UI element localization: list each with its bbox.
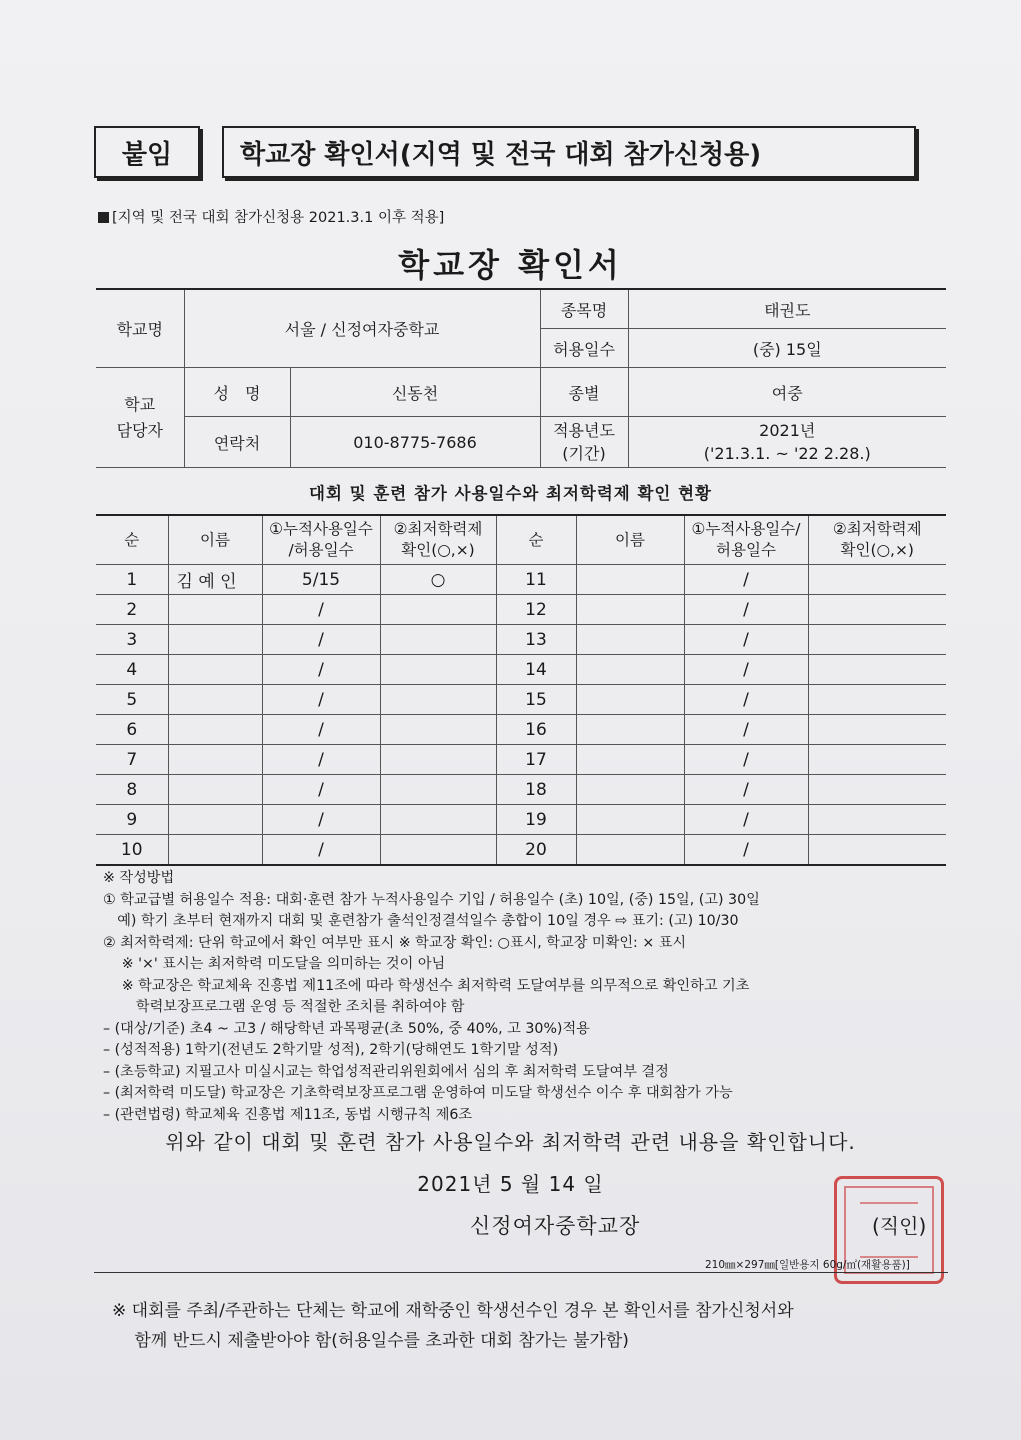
row-number: 5 (96, 685, 168, 715)
row-days: / (262, 625, 380, 655)
table-row (96, 655, 946, 685)
year-value: 2021년 ('21.3.1. ~ '22 2.28.) (628, 417, 946, 468)
row-check-2 (808, 625, 946, 655)
note-line: ※ '×' 표시는 최저학력 미도달을 의미하는 것이 아님 (103, 956, 446, 972)
confirmation-statement: 위와 같이 대회 및 훈련 참가 사용일수와 최저학력 관련 내용을 확인합니다. (165, 1130, 856, 1154)
row-check (380, 835, 496, 866)
category-value: 여중 (628, 368, 946, 417)
row-days: / (262, 655, 380, 685)
row-days: / (262, 805, 380, 835)
row-number-2: 20 (496, 835, 576, 866)
row-name-2 (576, 715, 684, 745)
row-number: 3 (96, 625, 168, 655)
page-title: 학교장 확인서 (398, 246, 623, 284)
row-days: / (262, 745, 380, 775)
col-name: 이름 (168, 515, 262, 565)
school-label: 학교명 (96, 289, 184, 368)
row-check: ○ (380, 565, 496, 595)
row-number: 7 (96, 745, 168, 775)
note-line: ② 최저학력제: 단위 학교에서 확인 여부만 표시 ※ 학교장 확인: ○표시, 학교장 미확인: × 표시 (103, 934, 687, 951)
row-check-2 (808, 805, 946, 835)
col-no-2: 순 (496, 515, 576, 565)
table-row (96, 805, 946, 835)
year-label: 적용년도 (기간) (540, 417, 628, 468)
row-name (168, 835, 262, 866)
row-days-2: / (684, 565, 808, 595)
contact-value: 010-8775-7686 (290, 417, 540, 468)
row-days-2: / (684, 595, 808, 625)
row-days: / (262, 595, 380, 625)
table-row (96, 715, 946, 745)
row-days: / (262, 835, 380, 866)
row-days-2: / (684, 745, 808, 775)
sport-value: 태권도 (628, 289, 946, 329)
row-name: 김 예 인 (168, 565, 262, 595)
row-days: / (262, 715, 380, 745)
row-check (380, 595, 496, 625)
row-check-2 (808, 745, 946, 775)
footer-note (112, 1296, 932, 1356)
table-row (96, 775, 946, 805)
row-name-2 (576, 685, 684, 715)
row-number: 8 (96, 775, 168, 805)
row-days-2: / (684, 835, 808, 866)
row-check-2 (808, 715, 946, 745)
row-number-2: 19 (496, 805, 576, 835)
issue-date: 2021년 5 월 14 일 (417, 1172, 604, 1196)
row-number-2: 14 (496, 655, 576, 685)
row-days: / (262, 685, 380, 715)
note-line: – (최저학력 미도달) 학교장은 기초학력보장프로그램 운영하여 미도달 학생선수 이수 후 대회참가 가능 (103, 1085, 733, 1101)
row-name (168, 805, 262, 835)
row-name-2 (576, 625, 684, 655)
row-name (168, 625, 262, 655)
col-days-2: ①누적사용일수/ 허용일수 (684, 515, 808, 565)
row-name-2 (576, 835, 684, 866)
row-number: 4 (96, 655, 168, 685)
square-bullet-icon (98, 212, 109, 223)
row-check-2 (808, 835, 946, 866)
row-number: 6 (96, 715, 168, 745)
category-label: 종별 (540, 368, 628, 417)
row-number-2: 18 (496, 775, 576, 805)
row-check-2 (808, 685, 946, 715)
section-title: 대회 및 훈련 참가 사용일수와 최저학력제 확인 현황 (309, 484, 712, 503)
row-name (168, 775, 262, 805)
row-check-2 (808, 775, 946, 805)
row-number-2: 13 (496, 625, 576, 655)
note-line: 예) 학기 초부터 현재까지 대회 및 훈련참가 출석인정결석일수 총합이 10일 경우 ⇨ 표기: (고) 10/30 (103, 913, 739, 929)
row-check (380, 745, 496, 775)
applicability-note: [지역 및 전국 대회 참가신청용 2021.3.1 이후 적용] (98, 206, 444, 227)
name-value: 신동천 (290, 368, 540, 417)
table-row (96, 685, 946, 715)
row-days-2: / (684, 655, 808, 685)
col-check-2: ②최저학력제 확인(○,×) (808, 515, 946, 565)
principal-title: 신정여자중학교장 (470, 1214, 641, 1238)
col-days: ①누적사용일수 /허용일수 (262, 515, 380, 565)
row-name (168, 715, 262, 745)
row-number-2: 11 (496, 565, 576, 595)
row-check-2 (808, 595, 946, 625)
note-line: – (관련법령) 학교체육 진흥법 제11조, 동법 시행규칙 제6조 (103, 1106, 473, 1123)
seal-label: (직인) (872, 1214, 927, 1238)
contact-label: 연락처 (184, 417, 290, 468)
row-check-2 (808, 565, 946, 595)
row-name-2 (576, 745, 684, 775)
attachment-tag: 붙임 (94, 126, 200, 178)
row-number: 1 (96, 565, 168, 595)
row-number-2: 15 (496, 685, 576, 715)
row-days-2: / (684, 805, 808, 835)
instructions (103, 868, 953, 1126)
row-check (380, 655, 496, 685)
row-days-2: / (684, 715, 808, 745)
row-number: 2 (96, 595, 168, 625)
row-number-2: 12 (496, 595, 576, 625)
table-row (96, 565, 946, 595)
row-check (380, 625, 496, 655)
col-check: ②최저학력제 확인(○,×) (380, 515, 496, 565)
allowed-days-label: 허용일수 (540, 329, 628, 368)
row-days-2: / (684, 685, 808, 715)
table-row (96, 835, 946, 866)
table-row (96, 625, 946, 655)
sport-label: 종목명 (540, 289, 628, 329)
header (94, 126, 918, 180)
school-info-table (96, 288, 946, 468)
row-name (168, 655, 262, 685)
table-row (96, 595, 946, 625)
row-number-2: 17 (496, 745, 576, 775)
row-name-2 (576, 805, 684, 835)
col-no: 순 (96, 515, 168, 565)
footer-line: 함께 반드시 제출받아야 함(허용일수를 초과한 대회 참가는 불가함) (112, 1331, 629, 1351)
footer-line: ※ 대회를 주최/주관하는 단체는 학교에 재학중인 학생선수인 경우 본 확인서를 참가신청서와 (112, 1301, 794, 1321)
row-check (380, 685, 496, 715)
name-label: 성 명 (184, 368, 290, 417)
manager-label: 학교 담당자 (96, 368, 184, 468)
paper-spec: 210㎜×297㎜[일반용지 60g/㎡(재활용품)] (705, 1259, 910, 1271)
note-line: – (성적적용) 1학기(전년도 2학기말 성적), 2학기(당해연도 1학기말 성적) (103, 1042, 559, 1058)
row-days: 5/15 (262, 565, 380, 595)
col-name-2: 이름 (576, 515, 684, 565)
row-number: 9 (96, 805, 168, 835)
row-check (380, 775, 496, 805)
divider (94, 1272, 948, 1273)
row-name (168, 595, 262, 625)
row-days-2: / (684, 625, 808, 655)
row-name-2 (576, 565, 684, 595)
row-check (380, 805, 496, 835)
row-number: 10 (96, 835, 168, 866)
note-line: ※ 학교장은 학교체육 진흥법 제11조에 따라 학생선수 최저학력 도달여부를 의무적으로 확인하고 기초 (103, 977, 750, 994)
row-check-2 (808, 655, 946, 685)
note-line: ※ 작성방법 (103, 870, 175, 886)
row-days: / (262, 775, 380, 805)
note-line: ① 학교급별 허용일수 적용: 대회·훈련 참가 누적사용일수 기입 / 허용일수 (초) 10일, (중) 15일, (고) 30일 (103, 891, 760, 908)
row-name-2 (576, 595, 684, 625)
row-name (168, 685, 262, 715)
note-line: 학력보장프로그램 운영 등 적절한 조치를 취하여야 함 (103, 999, 465, 1015)
row-days-2: / (684, 775, 808, 805)
note-line: – (대상/기준) 초4 ~ 고3 / 해당학년 과목평균(초 50%, 중 40%, 고 30%)적용 (103, 1020, 590, 1037)
row-check (380, 715, 496, 745)
table-row (96, 745, 946, 775)
row-name (168, 745, 262, 775)
row-name-2 (576, 655, 684, 685)
header-title: 학교장 확인서(지역 및 전국 대회 참가신청용) (222, 126, 916, 178)
usage-table (96, 514, 946, 866)
row-name-2 (576, 775, 684, 805)
school-value: 서울 / 신정여자중학교 (184, 289, 540, 368)
allowed-days-value: (중) 15일 (628, 329, 946, 368)
row-number-2: 16 (496, 715, 576, 745)
note-line: – (초등학교) 지필고사 미실시교는 학업성적관리위원회에서 심의 후 최저학력 도달여부 결정 (103, 1063, 669, 1080)
